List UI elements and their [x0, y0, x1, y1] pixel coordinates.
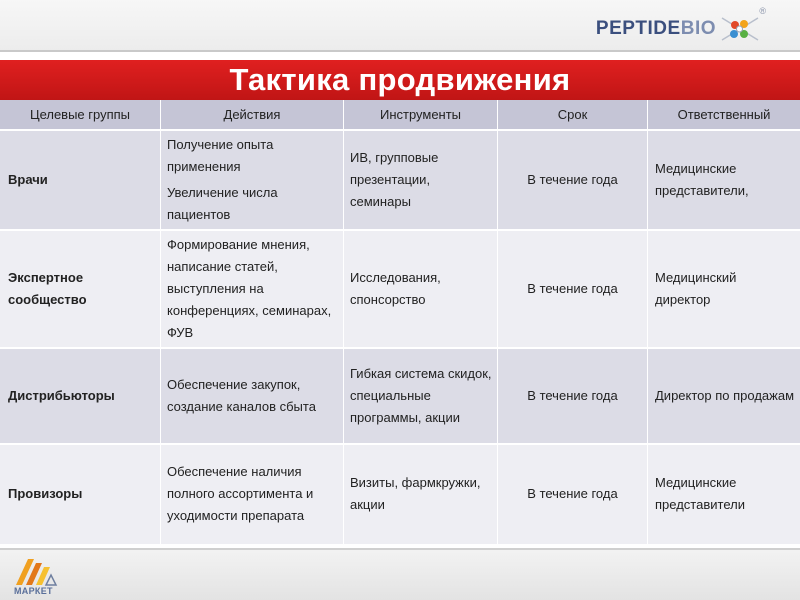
cell-actions: [167, 231, 339, 347]
cell-tools: ИВ, групповые презентации, семинары: [350, 150, 439, 209]
cell-group: Врачи: [8, 172, 48, 187]
logo-brand-sub: BIO: [680, 18, 716, 39]
logo-brand-main: PEPTIDE: [595, 18, 681, 39]
action-item: Получение опыта применения: [167, 137, 274, 174]
action-item: Обеспечение наличия полного ассортимента и уходимости препарата: [167, 464, 314, 523]
bottom-divider: [0, 548, 800, 550]
logo-wordmark: [596, 18, 716, 40]
cell-tools: Исследования, спонсорство: [350, 270, 441, 307]
cell-term: В течение года: [527, 172, 618, 187]
cell-responsible: Директор по продажам: [655, 388, 795, 403]
cell-term: В течение года: [527, 486, 618, 501]
cell-group: Дистрибьюторы: [8, 388, 115, 403]
cell-term: В течение года: [527, 281, 618, 296]
column-divider: [647, 100, 648, 544]
bottom-bar: [0, 548, 800, 600]
cell-tools: Визиты, фармкружки, акции: [350, 475, 481, 512]
header-actions: Действия: [223, 107, 281, 122]
header-tools: Инструменты: [379, 107, 462, 122]
cell-tools: Гибкая система скидок, специальные программы, акции: [350, 366, 492, 425]
cell-actions: [167, 445, 339, 543]
action-item: Увеличение числа пациентов: [167, 185, 278, 222]
page-title: Тактика продвижения: [229, 62, 571, 97]
action-item: Обеспечение закупок, создание каналов сбыта: [167, 377, 316, 414]
peptidebio-logo: [595, 6, 766, 44]
cell-term: В течение года: [527, 388, 618, 403]
column-divider: [343, 100, 344, 544]
cell-responsible: Медицинские представители,: [655, 161, 749, 198]
header-term: Срок: [557, 107, 588, 122]
header-target-groups: Целевые группы: [29, 107, 131, 122]
header-responsible: Ответственный: [677, 107, 771, 122]
registered-mark: ®: [759, 6, 766, 16]
column-divider: [160, 100, 161, 544]
cell-group: Провизоры: [8, 486, 83, 501]
cell-actions: [167, 131, 339, 229]
market-brand: МАРКЕТ: [14, 586, 53, 596]
action-item: Формирование мнения, написание статей, выступления на конференциях, семинарах, ФУВ: [167, 237, 332, 340]
cell-responsible: Медицинские представители: [655, 475, 745, 512]
cell-group: Экспертное сообщество: [8, 270, 87, 307]
cell-responsible: Медицинский директор: [655, 270, 737, 307]
top-divider: [0, 50, 800, 52]
molecule-icon: [720, 6, 766, 44]
cell-actions: [167, 349, 339, 443]
